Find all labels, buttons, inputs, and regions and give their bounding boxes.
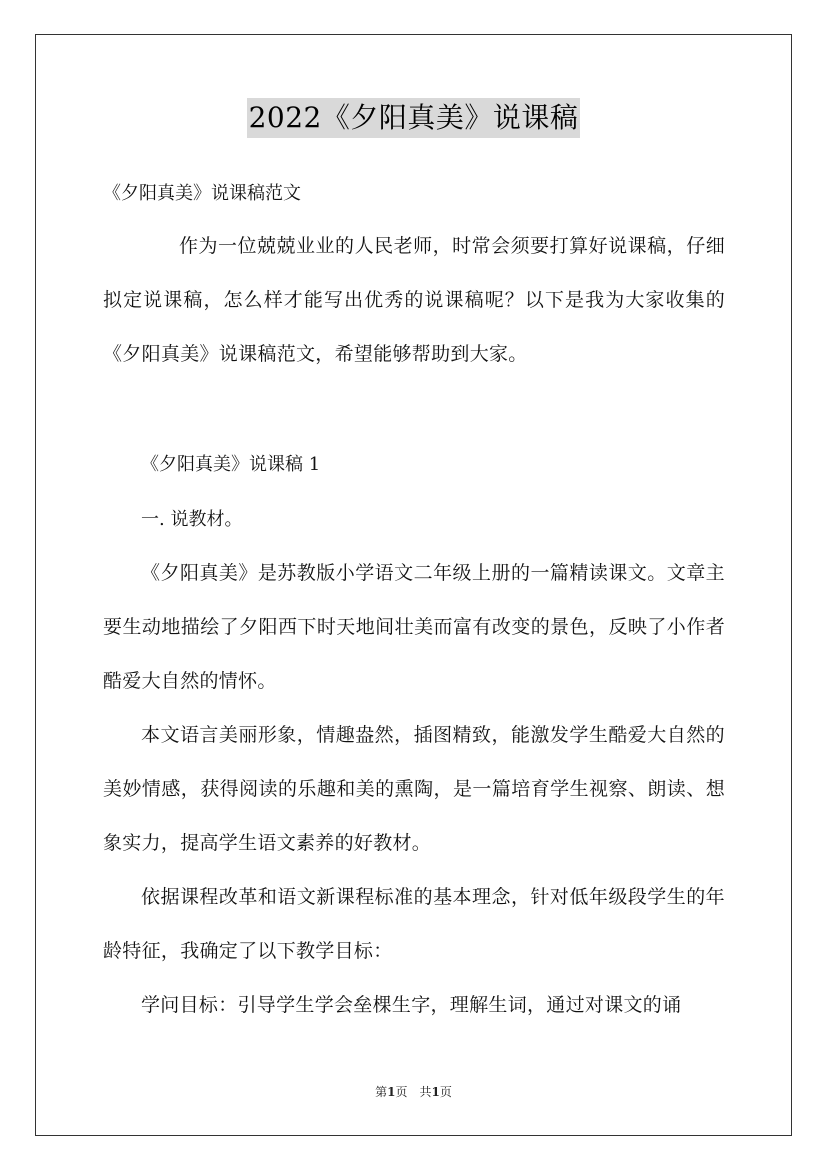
body-paragraph-2: 本文语言美丽形象，情趣盎然，插图精致，能激发学生酷爱大自然的美妙情感，获得阅读的乐趣和美的熏陶，是一篇培育学生视察、朗读、想象实力，提高学生语文素养的好教材。: [103, 724, 725, 854]
body-paragraph-1: 《夕阳真美》是苏教版小学语文二年级上册的一篇精读课文。文章主要生动地描绘了夕阳西下时天地间壮美而富有改变的景色，反映了小作者酷爱大自然的情怀。: [103, 562, 725, 692]
current-page-number: 1: [387, 1085, 396, 1099]
title-container: [0, 98, 827, 138]
footer-prefix: 第: [375, 1085, 388, 1099]
section-title: 《夕阳真美》说课稿 1: [141, 454, 321, 475]
part-heading: 一. 说教材。: [141, 509, 243, 530]
total-pages-number: 1: [431, 1085, 440, 1099]
intro-paragraph: 作为一位兢兢业业的人民老师，时常会须要打算好说课稿，仔细拟定说课稿，怎么样才能写出优秀的说课稿呢？以下是我为大家收集的《夕阳真美》说课稿范文，希望能够帮助到大家。: [103, 235, 725, 365]
footer-suffix: 页: [439, 1085, 452, 1099]
body-paragraph-3: 依据课程改革和语文新课程标准的基本理念，针对低年级段学生的年龄特征，我确定了以下教学目标：: [103, 886, 725, 962]
page-footer: [0, 1083, 827, 1100]
document-title: 2022《夕阳真美》说课稿: [247, 98, 581, 138]
body-paragraph-4: 学问目标：引导学生学会垒棵生字，理解生词，通过对课文的诵: [141, 994, 682, 1016]
document-subtitle: 《夕阳真美》说课稿范文: [103, 183, 301, 204]
footer-mid: 页 共: [395, 1085, 432, 1099]
